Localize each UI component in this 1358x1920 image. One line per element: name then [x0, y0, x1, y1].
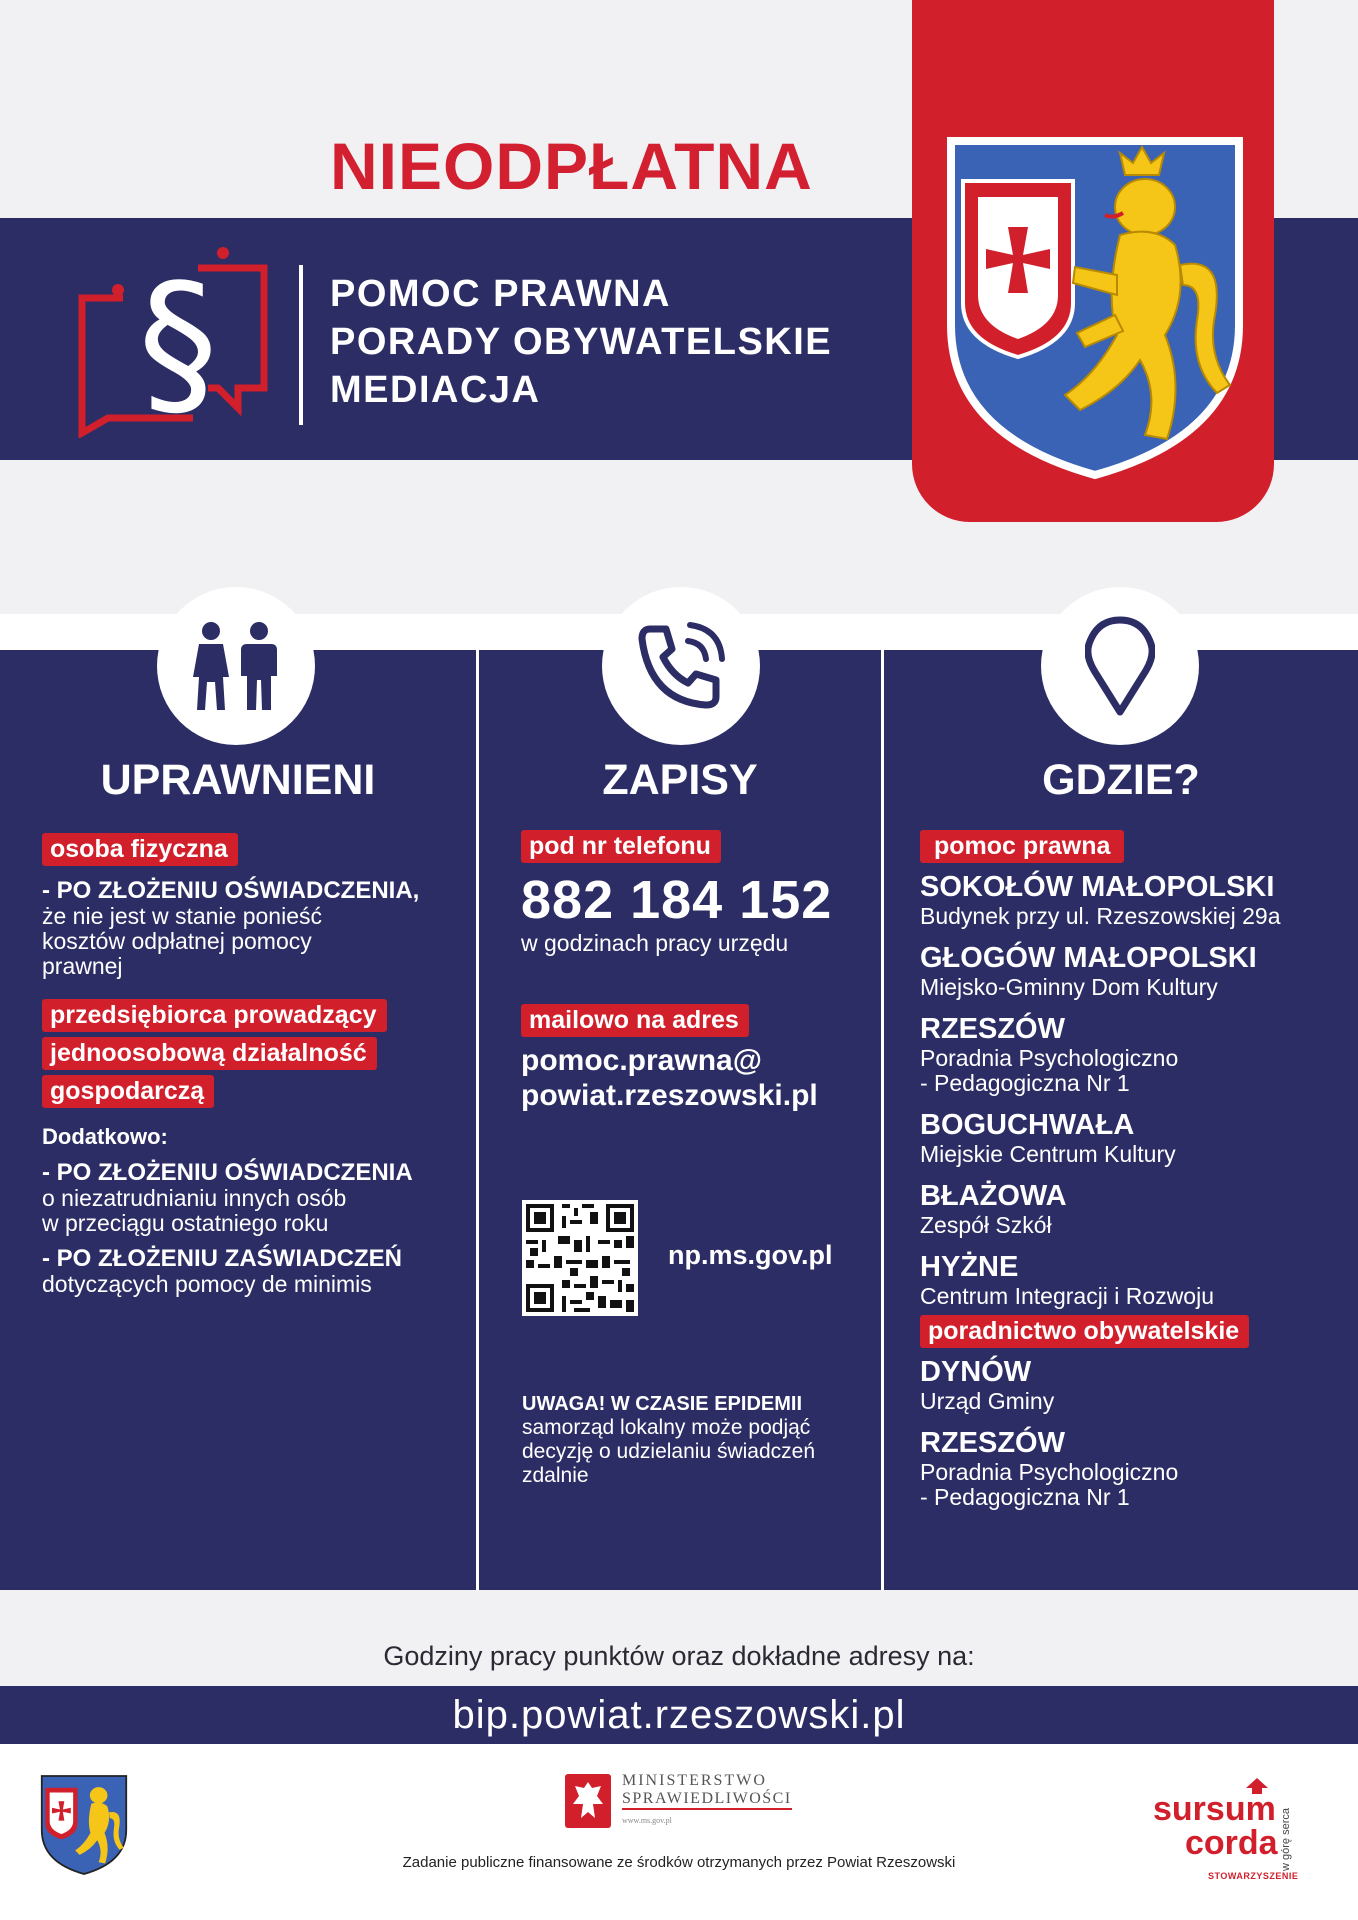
registration-content	[521, 830, 871, 1113]
pill-civic-advice: poradnictwo obywatelskie	[920, 1315, 1249, 1348]
pill-email: mailowo na adres	[521, 1004, 749, 1037]
notice-text: decyzję o udzielaniu świadczeń	[522, 1440, 816, 1463]
eligibility-text: kosztów odpłatnej pomocy	[42, 928, 312, 954]
email-address[interactable]: pomoc.prawna@	[521, 1044, 762, 1077]
eligibility-text: w przeciągu ostatniego roku	[42, 1210, 329, 1236]
location-detail: Budynek przy ul. Rzeszowskiej 29a	[920, 903, 1281, 929]
location-detail: - Pedagogiczna Nr 1	[920, 1484, 1130, 1510]
sursum-corda-logo	[1150, 1778, 1330, 1888]
eligibility-text: prawnej	[42, 953, 123, 979]
header-divider	[299, 265, 303, 425]
email-address[interactable]: powiat.rzeszowski.pl	[521, 1079, 818, 1112]
eligibility-statement-2: - PO ZŁOŻENIU OŚWIADCZENIA	[42, 1159, 413, 1186]
location-name: RZESZÓW	[920, 1013, 1065, 1045]
ministry-line-1: MINISTERSTWO	[622, 1772, 767, 1789]
location-item	[920, 1356, 1350, 1414]
notice-text: samorząd lokalny może podjąć	[522, 1416, 811, 1439]
motto-text: w górę serca	[1280, 1808, 1292, 1871]
corda-text: corda	[1185, 1824, 1278, 1862]
ministry-logo-text	[622, 1772, 792, 1825]
bottom-banner	[0, 1686, 1358, 1744]
location-item	[920, 1013, 1350, 1096]
qr-link[interactable]: np.ms.gov.pl	[668, 1240, 833, 1270]
phone-hours: w godzinach pracy urzędu	[521, 930, 789, 956]
location-item	[920, 1251, 1350, 1309]
pill-entrepreneur: jednoosobową działalność	[42, 1037, 377, 1070]
column-separator	[881, 650, 884, 1590]
location-name: DYNÓW	[920, 1356, 1032, 1388]
funding-note: Zadanie publiczne finansowane ze środków otrzymanych przez Powiat Rzeszowski	[402, 1854, 956, 1871]
pill-natural-person: osoba fizyczna	[42, 833, 238, 866]
location-pin-icon-circle	[1041, 587, 1199, 745]
eligibility-statement-3: - PO ZŁOŻENIU ZAŚWIADCZEŃ	[42, 1245, 402, 1272]
coat-of-arms-icon	[945, 135, 1245, 481]
phone-icon-circle	[602, 587, 760, 745]
location-name: GŁOGÓW MAŁOPOLSKI	[920, 942, 1257, 974]
location-item	[920, 1180, 1350, 1238]
service-civic-advice: PORADY OBYWATELSKIE	[330, 321, 833, 363]
location-name: SOKOŁÓW MAŁOPOLSKI	[920, 871, 1275, 903]
additionally-label: Dodatkowo:	[42, 1124, 168, 1149]
location-pin-icon	[1085, 616, 1155, 716]
ministry-url: www.ms.gov.pl	[622, 1816, 672, 1825]
pill-entrepreneur: przedsiębiorca prowadzący	[42, 999, 387, 1032]
eligibility-text: że nie jest w stanie ponieść	[42, 903, 322, 929]
phone-icon	[636, 621, 726, 711]
notice-text: zdalnie	[522, 1464, 589, 1487]
eligibility-text: o niezatrudnianiu innych osób	[42, 1185, 347, 1211]
heading-eligible: UPRAWNIENI	[100, 756, 376, 804]
page-title: NIEODPŁATNA	[330, 129, 813, 203]
service-legal-aid: POMOC PRAWNA	[330, 273, 671, 315]
website-link[interactable]: bip.powiat.rzeszowski.pl	[452, 1692, 906, 1737]
epidemic-notice	[522, 1392, 815, 1488]
location-detail: Poradnia Psychologiczno	[920, 1459, 1179, 1485]
association-text: STOWARZYSZENIE	[1208, 1871, 1299, 1881]
phone-number[interactable]: 882 184 152	[521, 870, 833, 930]
notice-title: UWAGA! W CZASIE EPIDEMII	[522, 1393, 802, 1415]
location-name: BOGUCHWAŁA	[920, 1109, 1135, 1141]
service-mediation: MEDIACJA	[330, 369, 541, 411]
pill-phone: pod nr telefonu	[521, 830, 721, 863]
location-detail: Zespół Szkół	[920, 1212, 1052, 1238]
pill-entrepreneur: gospodarczą	[42, 1075, 214, 1108]
locations-content	[920, 830, 1350, 1510]
svg-text:§: §	[138, 249, 218, 436]
location-item	[920, 1109, 1350, 1167]
eagle-emblem-icon	[565, 1774, 611, 1828]
location-name: RZESZÓW	[920, 1427, 1065, 1459]
location-item	[920, 871, 1350, 929]
sursum-text: sursum	[1153, 1790, 1276, 1828]
location-item	[920, 942, 1350, 1000]
location-detail: Poradnia Psychologiczno	[920, 1045, 1179, 1071]
people-icon	[189, 622, 283, 710]
qr-code-icon[interactable]	[522, 1200, 638, 1316]
location-detail: Centrum Integracji i Rozwoju	[920, 1283, 1215, 1309]
location-detail: Miejsko-Gminny Dom Kultury	[920, 974, 1218, 1000]
column-separator	[476, 650, 479, 1590]
paragraph-logo-icon	[78, 238, 278, 438]
people-icon-circle	[157, 587, 315, 745]
location-detail: Miejskie Centrum Kultury	[920, 1141, 1176, 1167]
location-name: BŁAŻOWA	[920, 1180, 1067, 1212]
civic-advice-locations	[920, 1356, 1350, 1510]
pill-legal-aid: pomoc prawna	[920, 830, 1124, 863]
ministry-line-2: SPRAWIEDLIWOŚCI	[622, 1790, 792, 1810]
heading-where: GDZIE?	[1042, 756, 1200, 804]
location-detail: Urząd Gminy	[920, 1388, 1055, 1414]
eligibility-text: dotyczących pomocy de minimis	[42, 1271, 372, 1297]
location-name: HYŻNE	[920, 1251, 1019, 1283]
location-item	[920, 1427, 1350, 1510]
footer-note: Godziny pracy punktów oraz dokładne adresy na:	[383, 1641, 975, 1671]
eligible-content	[42, 833, 462, 1297]
heading-registration: ZAPISY	[602, 756, 758, 804]
location-detail: - Pedagogiczna Nr 1	[920, 1070, 1130, 1096]
eligibility-statement-1: - PO ZŁOŻENIU OŚWIADCZENIA,	[42, 877, 420, 904]
services-list	[330, 270, 832, 414]
legal-aid-locations	[920, 871, 1350, 1309]
